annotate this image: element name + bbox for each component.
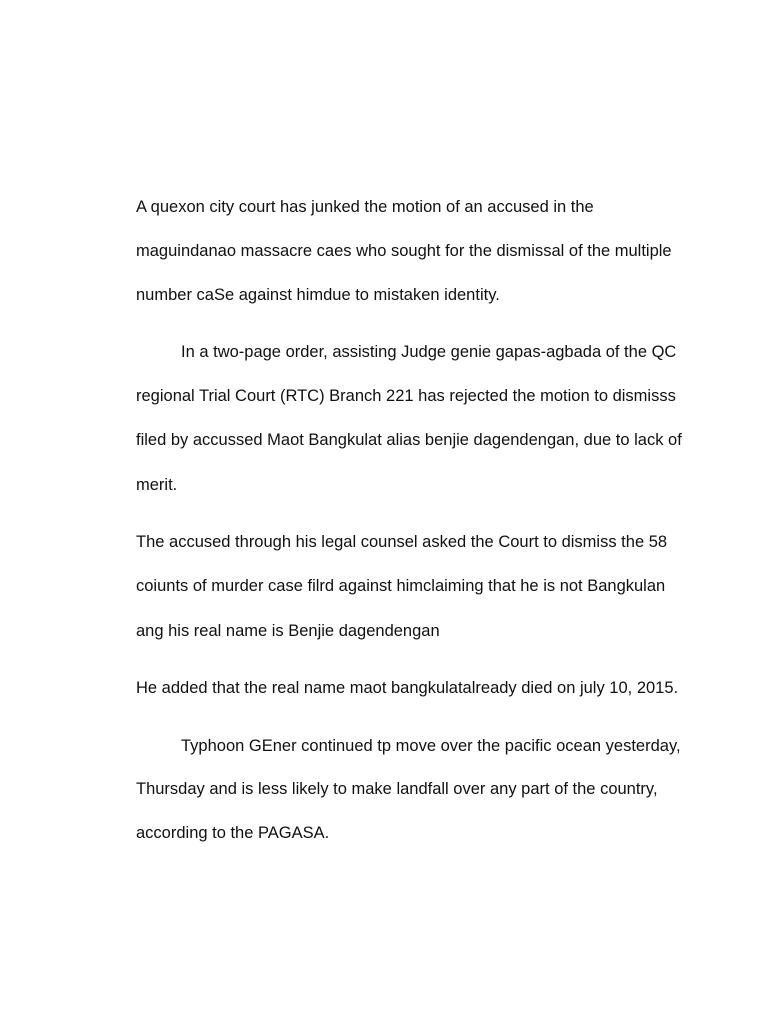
- paragraph-5-line-1: Typhoon GEner continued tp move over the pacific ocean yesterday,: [181, 737, 681, 755]
- paragraph-2-line-3: filed by accussed Maot Bangkulat alias benjie dagendengan, due to lack of: [136, 431, 682, 449]
- paragraph-3-line-1: The accused through his legal counsel asked the Court to dismiss the 58: [136, 533, 668, 551]
- paragraph-2-line-4: merit.: [136, 476, 178, 494]
- paragraph-2-line-1: In a two-page order, assisting Judge genie gapas-agbada of the QC: [181, 343, 677, 361]
- paragraph-5-line-2: Thursday and is less likely to make landfall over any part of the country,: [136, 780, 658, 798]
- paragraph-2-line-2: regional Trial Court (RTC) Branch 221 has rejected the motion to dismisss: [136, 387, 676, 405]
- paragraph-1-line-3: number caSe against himdue to mistaken identity.: [136, 286, 500, 304]
- paragraph-1-line-2: maguindanao massacre caes who sought for the dismissal of the multiple: [136, 242, 672, 260]
- paragraph-3-line-2: coiunts of murder case filrd against himclaiming that he is not Bangkulan: [136, 577, 666, 595]
- paragraph-3-line-3: ang his real name is Benjie dagendengan: [136, 622, 440, 640]
- paragraph-1-line-1: A quexon city court has junked the motion of an accused in the: [136, 198, 594, 216]
- paragraph-4-line-1: He added that the real name maot bangkulatalready died on july 10, 2015.: [136, 679, 679, 697]
- paragraph-5-line-3: according to the PAGASA.: [136, 824, 330, 842]
